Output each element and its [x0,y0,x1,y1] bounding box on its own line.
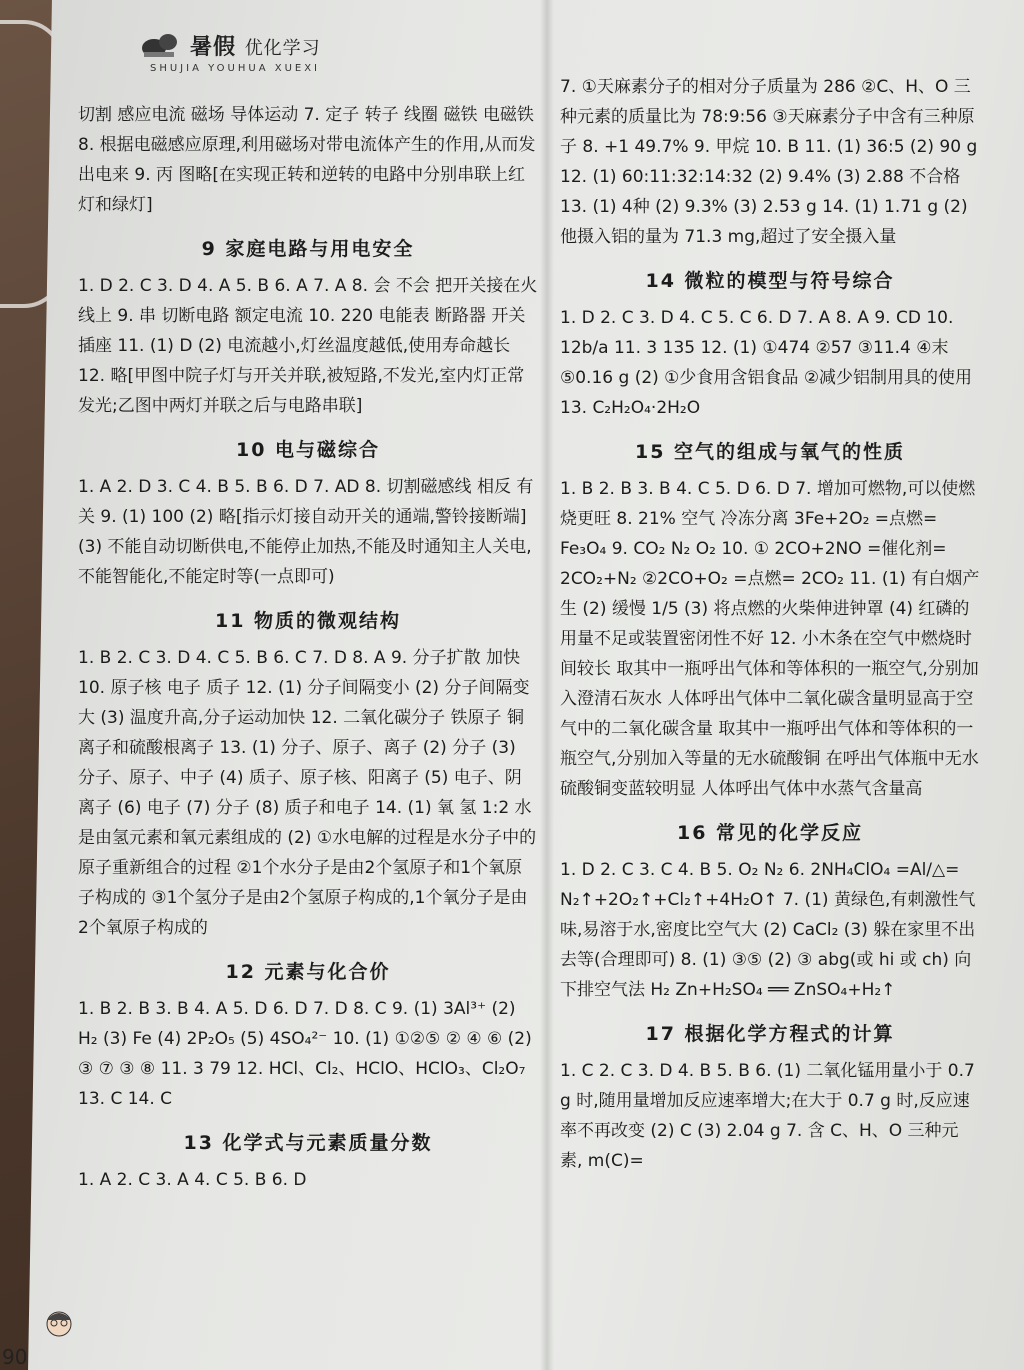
answer-text: 1. C 2. C 3. D 4. B 5. B 6. (1) 二氧化锰用量小于 0.7 g 时,随用量增加反应速率增大;在大于 0.7 g 时,反应速率不再改变 (2) C (3) 2.04 g 7. 含 C、H、O 三种元素, m(C)= [560,1061,975,1171]
answer-text: 1. A 2. D 3. C 4. B 5. B 6. D 7. AD 8. 切割磁感线 相反 有关 9. (1) 100 (2) 略[指示灯接自动开关的通端,警铃接断端] (3) 不能自动切断供电,不能停止加热,不能及时通知主人关电,不能智能化,不能定时等(一点即可) [78,477,534,587]
section-heading: 13 化学式与元素质量分数 [183,1132,433,1154]
answer-text: 1. B 2. B 3. B 4. C 5. D 6. D 7. 增加可燃物,可以使燃烧更旺 8. 21% 空气 冷冻分离 3Fe+2O₂ =点燃= Fe₃O₄ 9. CO₂ N₂ O₂ 10. ① 2CO+2NO =催化剂= 2CO₂+N₂ ②2CO+O₂ =点燃= 2CO₂ 11. (1) 有白烟产生 (2) 缓慢 1/5 (3) 将点燃的火柴伸进钟罩 (4) 红磷的用量不足或装置密闭性不好 12. 小木条在空气中燃烧时间较长 取其中一瓶呼出气体和等体积的一瓶空气,分别加入澄清石灰水 人体呼出气体中二氧化碳含量明显高于空气中的二氧化碳含量 取其中一瓶呼出气体和等体积的一瓶空气,分别加入等量的无水硫酸铜 在呼出气体瓶中无水硫酸铜变蓝较明显 人体呼出气体中水蒸气含量高 [560,479,980,799]
header-brand: 暑假 [190,35,237,60]
answer-text: 1. B 2. B 3. B 4. A 5. D 6. D 7. D 8. C 9. (1) 3Al³⁺ (2) H₂ (3) Fe (4) 2P₂O₅ (5) 4SO₄²⁻ 10. (1) ①②⑤ ② ④ ⑥ (2) ③ ⑦ ③ ⑧ 11. 3 79 12. HCl、Cl₂、HClO、HClO₃、Cl₂O₇ 13. C 14. C [78,999,532,1109]
section-heading: 16 常见的化学反应 [676,822,864,844]
section-heading: 9 家庭电路与用电安全 [201,238,415,260]
section-heading: 14 微粒的模型与符号综合 [645,270,895,292]
header-title [150,30,321,61]
left-column [78,100,538,1195]
page-header [150,30,321,74]
page-number: 90 [2,1345,28,1369]
answer-text: 1. D 2. C 3. C 4. B 5. O₂ N₂ 6. 2NH₄ClO₄ =Al/△= N₂↑+2O₂↑+Cl₂↑+4H₂O↑ 7. (1) 黄绿色,有刺激性气味,易溶于水,密度比空气大 (2) CaCl₂ (3) 躲在家里不出去等(合理即可) 8. (1) ③⑤ (2) ③ abg(或 hi 或 ch) 向下排空气法 H₂ Zn+H₂SO₄ ══ ZnSO₄+H₂↑ [560,860,976,1000]
answer-text: 1. B 2. C 3. D 4. C 5. B 6. C 7. D 8. A 9. 分子扩散 加快 10. 原子核 电子 质子 12. (1) 分子间隔变小 (2) 分子间隔变大 (3) 温度升高,分子运动加快 12. 二氧化碳分子 铁原子 铜离子和硫酸根离子 13. (1) 分子、原子、离子 (2) 分子 (3) 分子、原子、中子 (4) 质子、原子核、阳离子 (5) 电子、阴离子 (6) 电子 (7) 分子 (8) 质子和电子 14. (1) 氧 氢 1:2 水是由氢元素和氧元素组成的 (2) ①水电解的过程是水分子中的原子重新组合的过程 ②1个水分子是由2个氢原子和1个氧原子构成的 ③1个氢分子是由2个氢原子构成的,1个氧分子是由2个氧原子构成的 [78,648,537,938]
section-heading: 15 空气的组成与氧气的性质 [634,441,906,463]
answer-text: 7. ①天麻素分子的相对分子质量为 286 ②C、H、O 三种元素的质量比为 78:9:56 ③天麻素分子中含有三种原子 8. +1 49.7% 9. 甲烷 10. B 11. (1) 36:5 (2) 90 g 12. (1) 60:11:32:14:32 (2) 9.4% (3) 2.88 不合格 13. (1) 4种 (2) 9.3% (3) 2.53 g 14. (1) 1.71 g (2) 他摄入铝的量为 71.3 mg,超过了安全摄入量 [560,77,978,247]
section-heading: 17 根据化学方程式的计算 [645,1023,895,1045]
answer-text: 1. D 2. C 3. D 4. C 5. C 6. D 7. A 8. A 9. CD 10. 12b/a 11. 3 135 12. (1) ①474 ②57 ③11.4 ④末 ⑤0.16 g (2) ①少食用含铝食品 ②减少铝制用具的使用 13. C₂H₂O₄·2H₂O [560,308,973,418]
header-title-text: 优化学习 [244,38,321,59]
answer-text: 1. A 2. C 3. A 4. C 5. B 6. D [78,1170,307,1190]
section-heading: 10 电与磁综合 [235,439,381,461]
page-gutter [540,0,554,1370]
section-heading: 11 物质的微观结构 [214,610,402,632]
answer-text: 1. D 2. C 3. D 4. A 5. B 6. A 7. A 8. 会 不会 把开关接在火线上 9. 串 切断电路 额定电流 10. 220 电能表 断路器 开关 插座 11. (1) D (2) 电流越小,灯丝温度越低,使用寿命越长 12. 略[甲图中院子灯与开关并联,被短路,不发光,室内灯正常发光;乙图中两灯并联之后与电路串联] [78,276,538,416]
answer-text: 切割 感应电流 磁场 导体运动 7. 定子 转子 线圈 磁铁 电磁铁 8. 根据电磁感应原理,利用磁场对带电流体产生的作用,从而发出电来 9. 丙 图略[在实现正转和逆转的电路中分别串联上红灯和绿灯] [78,105,536,215]
right-column [560,72,980,1176]
mascot-icon [40,1308,78,1350]
header-pinyin: SHUJIA YOUHUA XUEXI [150,63,321,74]
section-heading: 12 元素与化合价 [225,961,391,983]
